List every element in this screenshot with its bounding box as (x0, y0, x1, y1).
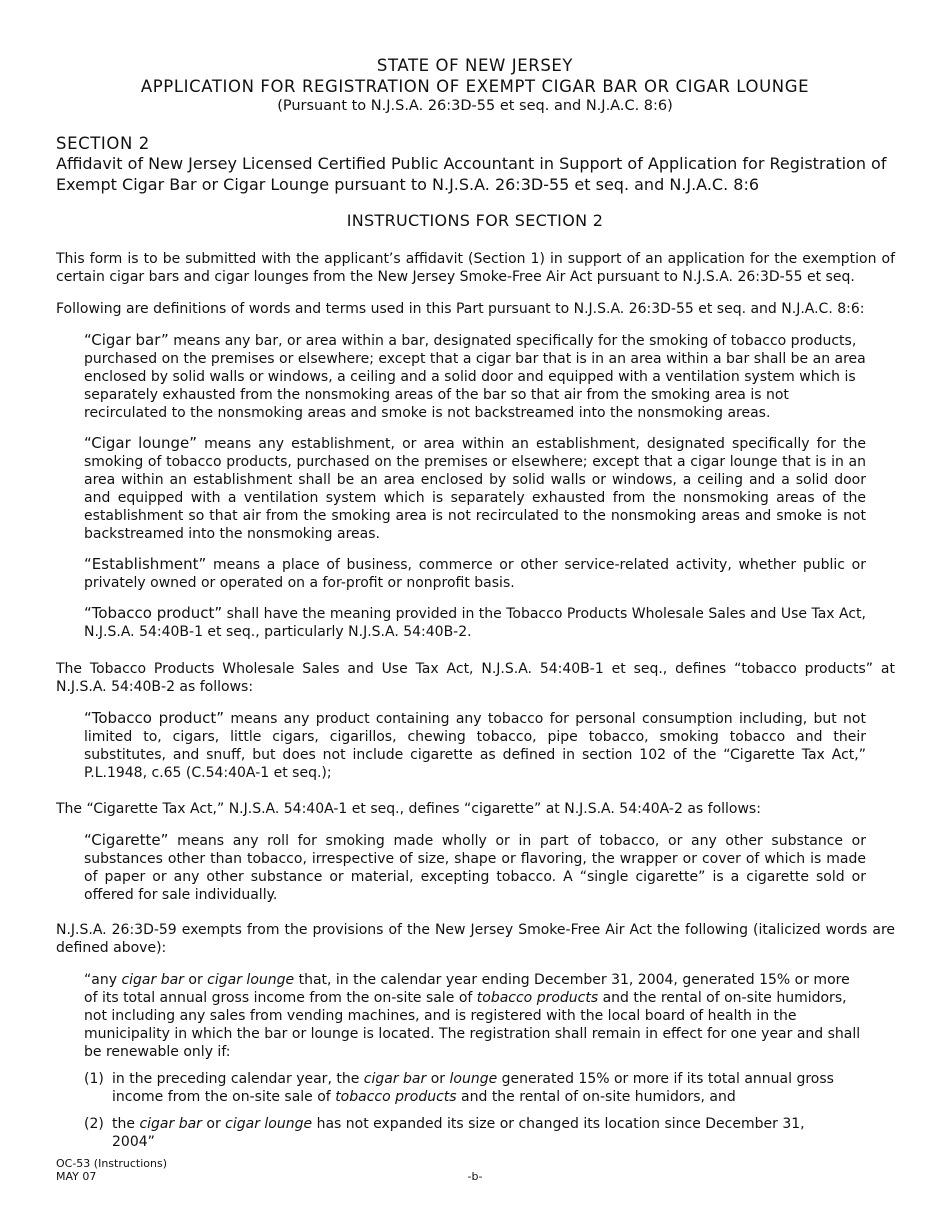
condition-italic-term: cigar bar (139, 1116, 202, 1132)
condition-text-part: has not expanded its size or changed its location since December 31, 2004” (112, 1116, 805, 1150)
quote-italic-term: cigar bar (121, 972, 184, 988)
condition-text-part: the (112, 1116, 140, 1132)
condition-text (112, 1070, 842, 1106)
exemption-quote (84, 971, 866, 1061)
tobacco-product-definition (84, 709, 866, 782)
form-date: MAY 07 (56, 1170, 97, 1183)
condition-number: (1) (84, 1071, 104, 1087)
page-number: -b- (467, 1170, 483, 1183)
definition-cigar-lounge-text: means any establishment, or area within an establishment, designated specifically for the smoking of tobacco products, purchased on the premises or elsewhere; except that a cigar lounge that is in an area within an establishment shall be an area enclosed by solid walls or windows, a ceiling and a solid door and equipped with a ventilation system which is separately exhausted from the nonsmoking areas of the establishment so that air from the smoking area is not recirculated to the nonsmoking areas and smoke is not backstreamed into the nonsmoking areas. (84, 436, 866, 542)
cigarette-act-intro: The “Cigarette Tax Act,” N.J.S.A. 54:40A-1 et seq., defines “cigarette” at N.J.S.A. 54:40A-2 as follows: (56, 801, 761, 817)
quote-italic-term: tobacco products (476, 990, 599, 1006)
quote-text: or (183, 972, 208, 988)
intro-paragraph: This form is to be submitted with the applicant’s affidavit (Section 1) in support of an application for the exemption of certain cigar bars and cigar lounges from the New Jersey Smoke-Free Air Act pursuant to N.J.S.A. 26:3D-55 et seq. (56, 251, 895, 285)
condition-italic-term: lounge (449, 1071, 498, 1087)
definition-cigar-lounge (84, 434, 866, 543)
exemption-intro: N.J.S.A. 26:3D-59 exempts from the provisions of the New Jersey Smoke-Free Air Act the following (italicized words are defined above): (56, 922, 895, 956)
quote-text: “any (84, 972, 122, 988)
condition-text-part: or (426, 1071, 450, 1087)
term-cigarette: “Cigarette” (84, 831, 169, 849)
term-tobacco-product-act: “Tobacco product” (84, 709, 225, 727)
definition-cigar-bar (84, 331, 866, 422)
statute-reference: (Pursuant to N.J.S.A. 26:3D-55 et seq. and N.J.A.C. 8:6) (277, 98, 673, 114)
instructions-heading: INSTRUCTIONS FOR SECTION 2 (346, 211, 604, 230)
state-title: STATE OF NEW JERSEY (376, 56, 574, 75)
definition-establishment (84, 555, 866, 592)
tobacco-act-intro: The Tobacco Products Wholesale Sales and Use Tax Act, N.J.S.A. 54:40B-1 et seq., defines “tobacco products” at N.J.S.A. 54:40B-2 as follows: (56, 661, 895, 695)
section-title: Affidavit of New Jersey Licensed Certified Public Accountant in Support of Application for Registration of Exempt Cigar Bar or Cigar Lounge pursuant to N.J.S.A. 26:3D-55 et seq. and N.J.A.C. 8:6 (56, 154, 887, 194)
definition-tobacco-product (84, 604, 866, 641)
tobacco-product-definition-text: means any product containing any tobacco for personal consumption including, but not limited to, cigars, little cigars, cigarillos, chewing tobacco, pipe tobacco, smoking tobacco and their substitutes, and snuff, but does not include cigarette as defined in section 102 of the “Cigarette Tax Act,” P.L.1948, c.65 (C.54:40A-1 et seq.); (84, 711, 866, 781)
condition-text-part: and the rental of on-site humidors, and (456, 1089, 736, 1105)
cigarette-definition-text: means any roll for smoking made wholly or in part of tobacco, or any other substance or substances other than tobacco, irrespective of size, shape or flavoring, the wrapper or cover of which is made of paper or any other substance or material, excepting tobacco. A “single cigarette” is a cigarette sold or offered for sale individually. (84, 833, 866, 903)
condition-italic-term: tobacco products (335, 1089, 457, 1105)
condition-italic-term: cigar bar (363, 1071, 427, 1087)
quote-text: that, in the calendar year ending December 31, 2004, generated 15% or more of its total annual gross income from the on-site sale of (84, 972, 850, 1006)
definition-tobacco-product-text: shall have the meaning provided in the Tobacco Products Wholesale Sales and Use Tax Act, N.J.S.A. 54:40B-1 et seq., particularly N.J.S.A. 54:40B-2. (84, 606, 866, 640)
definitions-intro: Following are definitions of words and terms used in this Part pursuant to N.J.S.A. 26:3D-55 et seq. and N.J.A.C. 8:6: (56, 301, 865, 317)
cigarette-definition (84, 831, 866, 904)
definition-establishment-text: means a place of business, commerce or other service-related activity, whether public or privately owned or operated on a for-profit or nonprofit basis. (84, 557, 866, 591)
quote-text: and the rental of on-site humidors, not including any sales from vending machines, and is registered with the local board of health in the municipality in which the bar or lounge is located. The registration shall remain in effect for one year and shall be renewable only if: (84, 990, 861, 1060)
condition-text-part: generated 15% or more if its total annual gross income from the on-site sale of (112, 1071, 834, 1105)
form-id: OC-53 (Instructions) (56, 1157, 167, 1170)
condition-text-part: or (201, 1116, 226, 1132)
term-cigar-lounge: “Cigar lounge” (84, 434, 198, 452)
definition-cigar-bar-text: means any bar, or area within a bar, designated specifically for the smoking of tobacco products, purchased on the premises or elsewhere; except that a cigar bar that is in an area within a bar shall be an area enclosed by solid walls or windows, a ceiling and a solid door and equipped with a ventilation system which is separately exhausted from the nonsmoking areas of the bar so that air from the smoking area is not recirculated to the nonsmoking areas and smoke is not backstreamed into the nonsmoking areas. (84, 333, 866, 421)
condition-italic-term: cigar lounge (225, 1116, 313, 1132)
condition-text-part: in the preceding calendar year, the (112, 1071, 364, 1087)
condition-text (112, 1115, 842, 1151)
condition-number: (2) (84, 1116, 104, 1132)
term-cigar-bar: “Cigar bar” (84, 331, 169, 349)
application-title: APPLICATION FOR REGISTRATION OF EXEMPT CIGAR BAR OR CIGAR LOUNGE (140, 77, 810, 96)
section-label: SECTION 2 (56, 134, 150, 153)
quote-italic-term: cigar lounge (207, 972, 295, 988)
term-tobacco-product: “Tobacco product” (84, 604, 223, 622)
term-establishment: “Establishment” (84, 555, 207, 573)
